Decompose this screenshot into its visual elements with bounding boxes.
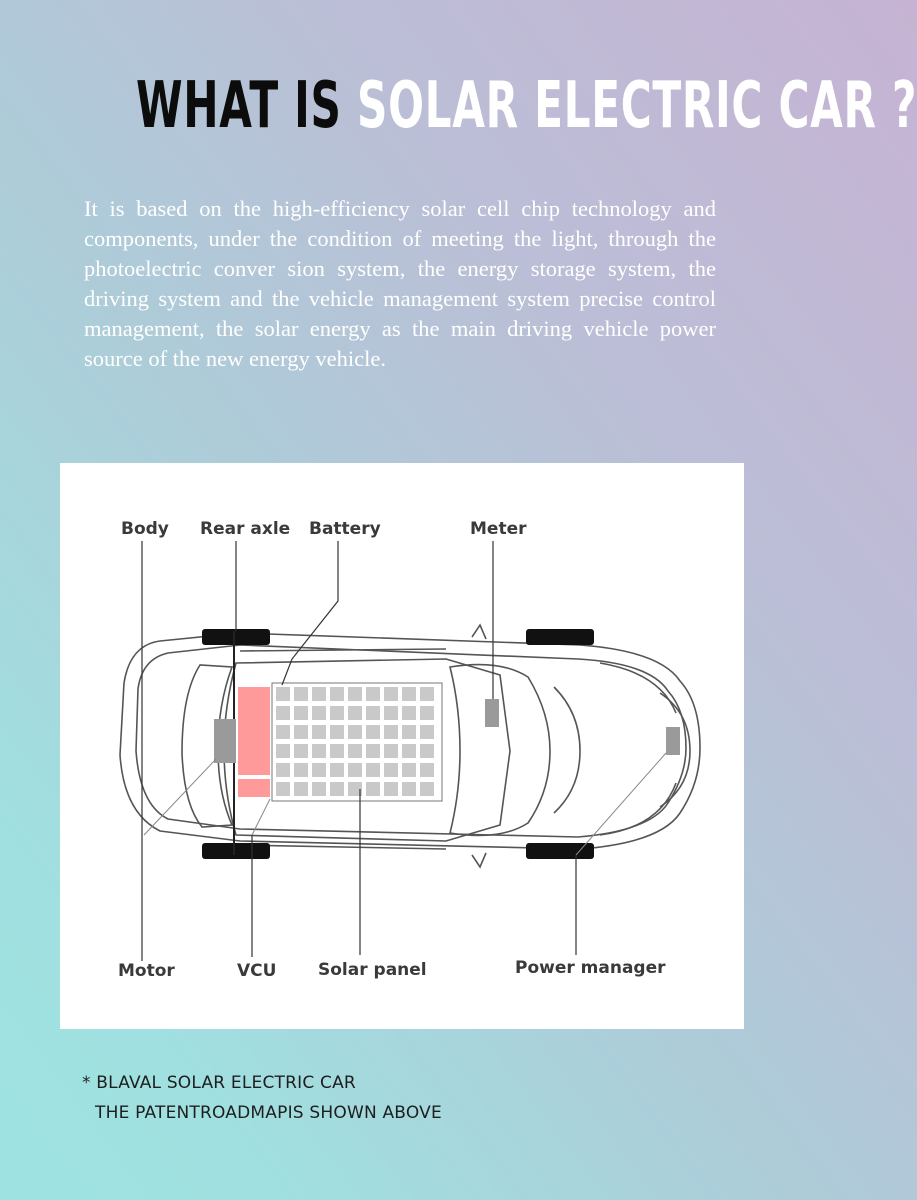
diagram-panel [60, 463, 744, 1029]
label-motor: Motor [118, 961, 175, 981]
motor-component [214, 719, 236, 763]
footnote-line-2: THE PATENTROADMAPIS SHOWN ABOVE [95, 1103, 442, 1123]
battery-block [238, 687, 270, 797]
solar-panel-grid [272, 683, 442, 801]
label-power-manager: Power manager [515, 958, 666, 978]
page-title [136, 66, 917, 146]
car-diagram [60, 463, 744, 1029]
title-prefix: WHAT IS [136, 69, 342, 143]
footnote-line-1: * BLAVAL SOLAR ELECTRIC CAR [82, 1073, 356, 1093]
label-battery: Battery [309, 519, 381, 539]
wheel-front-top [526, 629, 594, 645]
label-rear-axle: Rear axle [200, 519, 291, 539]
footnote [82, 1068, 442, 1128]
title-highlight: SOLAR ELECTRIC CAR ? [356, 69, 917, 143]
label-meter: Meter [470, 519, 527, 539]
wheel-front-bottom [526, 843, 594, 859]
wheel-rear-top [202, 629, 270, 645]
power-manager-component [666, 727, 680, 755]
meter-component [485, 699, 499, 727]
intro-paragraph: It is based on the high-efficiency solar cell chip technology and components, under the condition of meeting the light, through the photoelectric conver sion system, the energy storage system, the driving system and the vehicle management system precise control management, the solar energy as the main driving vehicle power source of the new energy vehicle. [84, 196, 716, 371]
label-vcu: VCU [237, 961, 277, 981]
label-solar-panel: Solar panel [318, 960, 427, 980]
wheel-rear-bottom [202, 843, 270, 859]
label-body: Body [121, 519, 169, 539]
